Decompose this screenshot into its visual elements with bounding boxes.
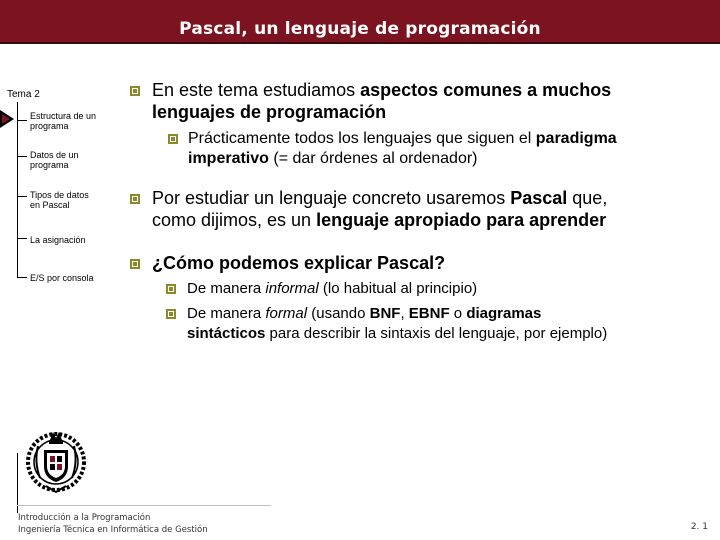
- bullet-square-icon: [168, 134, 178, 144]
- bullet-3: ¿Cómo podemos explicar Pascal?: [152, 253, 446, 273]
- bullet-square-icon: [130, 86, 140, 96]
- bullet-1-1: Prácticamente todos los lenguajes que siguen el paradigma imperativo (= dar órdenes al ordenador): [188, 130, 617, 167]
- sidebar-tema-label: Tema 2: [7, 89, 40, 100]
- sidebar-item-estructura[interactable]: Estructura de un programa: [30, 111, 97, 131]
- sidebar-item-asignacion[interactable]: La asignación: [30, 235, 86, 245]
- bullet-1: En este tema estudiamos aspectos comunes a muchos lenguajes de programación: [152, 80, 612, 122]
- bullet-square-icon: [166, 309, 176, 319]
- sidebar-tick: [17, 156, 27, 157]
- page-number: 2. 1: [690, 522, 708, 532]
- title-underline: [0, 42, 720, 44]
- bullet-square-icon: [166, 284, 176, 294]
- sidebar-tick: [17, 238, 27, 239]
- sidebar-line: [17, 102, 18, 278]
- university-seal-logo: [24, 426, 88, 500]
- sidebar-tick: [17, 277, 27, 278]
- footer-line-1: Introducción a la Programación: [18, 513, 151, 523]
- footer-divider: [17, 505, 271, 506]
- footer-course: [18, 512, 208, 536]
- sidebar-item-es-consola[interactable]: E/S por consola: [30, 273, 94, 283]
- slide-title: Pascal, un lenguaje de programación: [179, 19, 541, 39]
- bullet-2: Por estudiar un lenguaje concreto usaremos Pascal que, como dijimos, es un lenguaje apropiado para aprender: [152, 188, 608, 230]
- sidebar-item-datos[interactable]: Datos de un programa: [30, 150, 79, 170]
- bullet-3-2: De manera formal (usando BNF, EBNF o diagramas sintácticos para describir la sintaxis del lenguaje, por ejemplo): [187, 305, 608, 342]
- bullet-square-icon: [130, 259, 140, 269]
- footer-vertical-line: [17, 453, 18, 513]
- sidebar-tick: [17, 196, 27, 197]
- footer-line-2: Ingeniería Técnica en Informática de Gestión: [18, 525, 208, 535]
- bullet-3-1: De manera informal (lo habitual al principio): [187, 280, 478, 297]
- current-section-arrow-fill: [2, 114, 10, 124]
- sidebar-tick: [17, 120, 27, 121]
- bullet-square-icon: [130, 194, 140, 204]
- sidebar-item-tipos[interactable]: Tipos de datos en Pascal: [30, 190, 89, 210]
